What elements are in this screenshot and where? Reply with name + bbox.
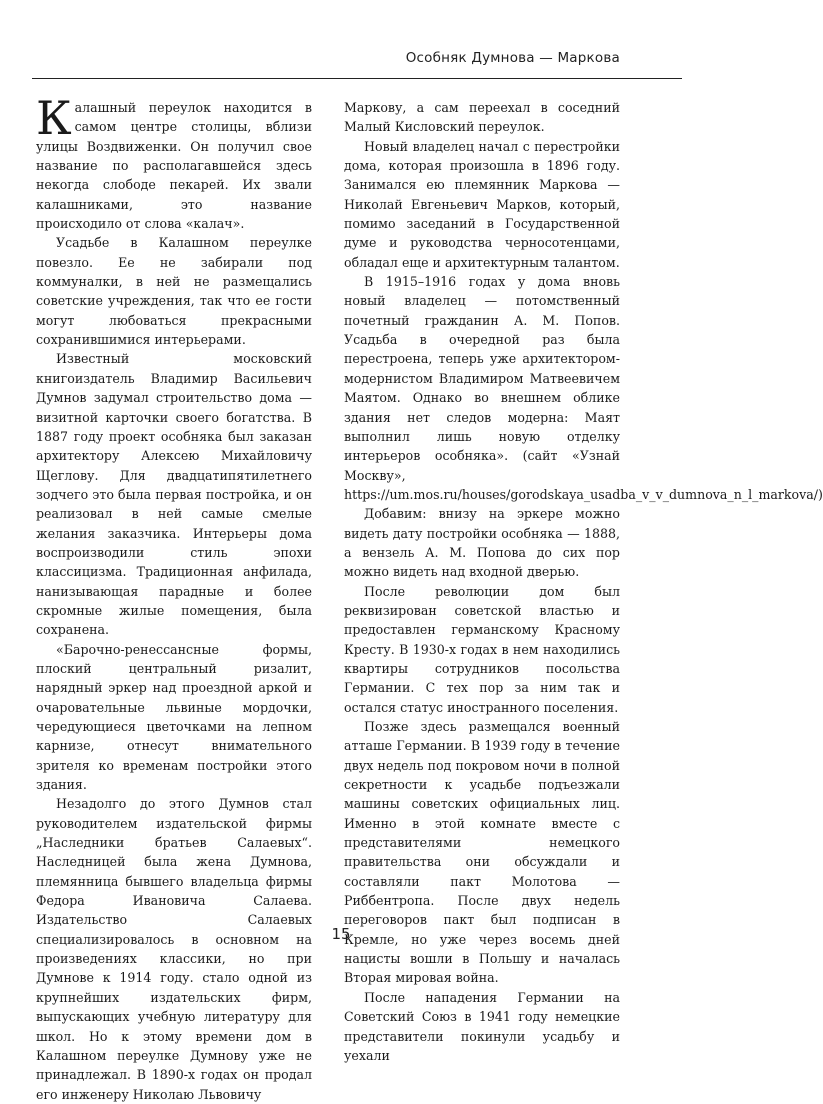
right-column bbox=[344, 98, 823, 1065]
page-number: 15 bbox=[331, 925, 351, 943]
paragraph: После нападения Германии на Советский Союз в 1941 году немецкие представители покинули усадьбу и уехали bbox=[344, 989, 620, 1063]
paragraph: Усадьбе в Калашном переулке повезло. Ее не забирали под коммуналки, в ней не размещались советские учреждения, так что ее гости могут любоваться прекрасными сохранившимися интерьерами. bbox=[36, 235, 312, 348]
drop-cap: К bbox=[36, 91, 72, 145]
running-header: Особняк Думнова — Маркова bbox=[405, 50, 620, 66]
paragraph: После революции дом был реквизирован советской властью и предоставлен германскому Красному Кресту. В 1930-х годах в нем находились квартиры сотрудников посольства Германии. С тех пор за ним так и остался статус иностранного поселения. bbox=[344, 583, 620, 715]
paragraph: В 1915–1916 годах у дома вновь новый владелец — потомственный почетный гражданин А. М. Попов. Усадьба в очередной раз была перестроена, теперь уже архитектором-модернистом Владимиром Матвеевичем Маятом. Однако во внешнем облике здания нет следов модерна: Маят выполнил лишь новую отделку интерьеров особняка». (сайт «Узнай Москву», https://um.mos.ru/houses/gorodskaya_usadba_v_v_dumnova_n_l_markova/) bbox=[344, 274, 823, 502]
paragraph-text: алашный переулок находится в самом центре столицы, вблизи улицы Воздвиженки. Он получил свое название по располагавшейся здесь некогда слободе пекарей. Их звали калашниками, это название происходило от слова «калач». bbox=[36, 100, 312, 232]
paragraph: Позже здесь размещался военный атташе Германии. В 1939 году в течение двух недель под покровом ночи в полной секретности к усадьбе подъезжали машины советских официальных лиц. Именно в этой комнате вместе с представителями немецкого правительства они обсуждали и составляли пакт Молотова — Риббентропа. После двух недель переговоров пакт был подписан в Кремле, но уже через восемь дней нацисты вошли в Польшу и началась Вторая мировая война. bbox=[344, 719, 620, 986]
paragraph: Известный московский книгоиздатель Владимир Васильевич Думнов задумал строительство дома — визитной карточки своего богатства. В 1887 году проект особняка был заказан архитектору Алексею Михайловичу Щеглову. Для двадцатипятилетнего зодчего это была первая постройка, и он реализовал в ней самые смелые желания заказчика. Интерьеры дома воспроизводили стиль эпохи классицизма. Традиционная анфилада, нанизывающая парадные и более скромные жилые помещения, была сохранена. bbox=[36, 351, 312, 638]
paragraph: Добавим: внизу на эркере можно видеть дату постройки особняка — 1888, а вензель А. М. Попова до сих пор можно видеть над входной дверью. bbox=[344, 506, 620, 580]
paragraph: Маркову, а сам переехал в соседний Малый Кисловский переулок. bbox=[344, 100, 620, 135]
paragraph: Новый владелец начал с перестройки дома, которая произошла в 1896 году. Занимался ею племянник Маркова — Николай Евгеньевич Марков, который, помимо заседаний в Государственной думе и руководства черносотенцами, обладал еще и архитектурным талантом. bbox=[344, 138, 620, 270]
paragraph: «Барочно-ренессансные формы, плоский центральный ризалит, нарядный эркер над проездной аркой и очаровательные львиные мордочки, чередующиеся цветочками на лепном карнизе, отнесут внимательного зрителя ко временам постройки этого здания. bbox=[36, 641, 312, 793]
left-column bbox=[36, 91, 312, 1104]
paragraph: Незадолго до этого Думнов стал руководителем издательской фирмы „Наследники братьев Салаевых“. Наследницей была жена Думнова, племянница бывшего владельца фирмы Федора Ивановича Салаева. Издательство Салаевых специализировалось в основном на произведениях классики, но при Думнове к 1914 году. стало одной из крупнейших издательских фирм, выпускающих учебную литературу для школ. Но к этому времени дом в Калашном переулке Думнову уже не принадлежал. В 1890-х годах он продал его инженеру Николаю Львовичу bbox=[36, 796, 312, 1102]
header-rule bbox=[32, 78, 682, 79]
paragraph bbox=[36, 91, 312, 233]
